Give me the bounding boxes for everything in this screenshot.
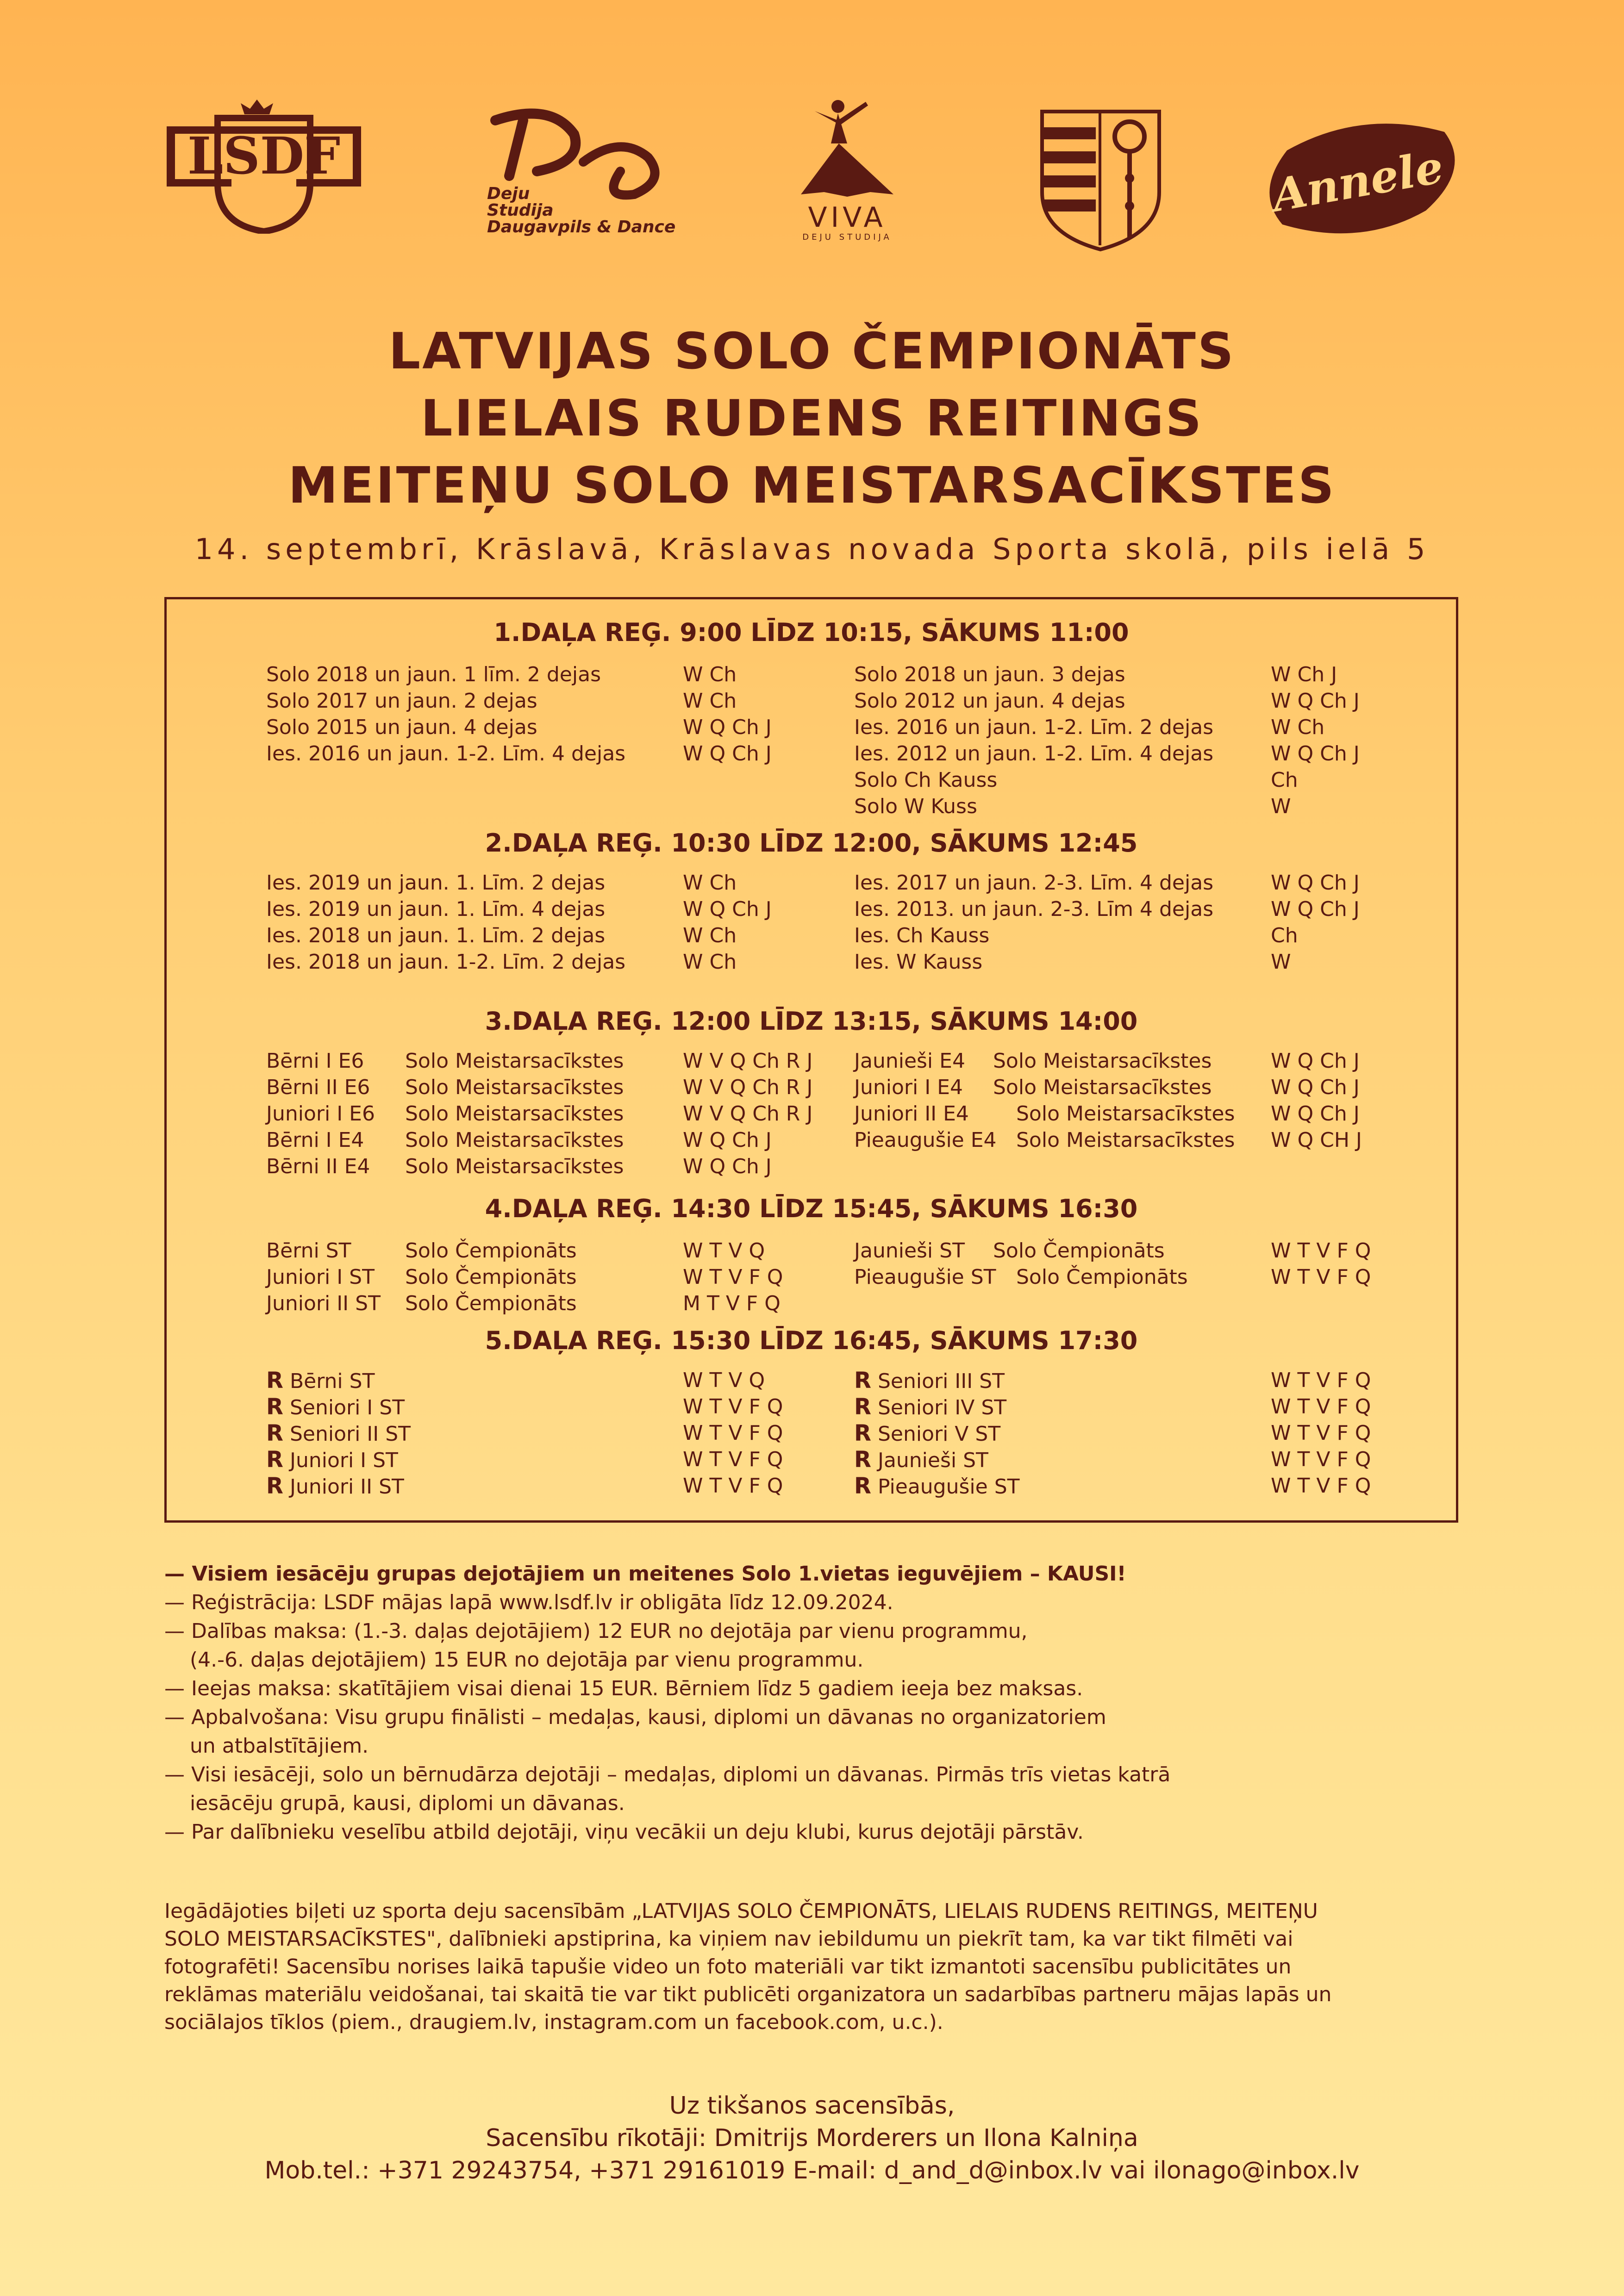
- dd-logo-line3: Daugavpils & Dance: [487, 218, 676, 236]
- event-name: [854, 1101, 969, 1127]
- dances: W Q Ch J: [683, 1155, 772, 1178]
- event-name: [266, 1420, 411, 1447]
- dances: W Q Ch J: [683, 897, 772, 921]
- rating-mark: R: [854, 1368, 871, 1394]
- event-name: [854, 1127, 997, 1153]
- event-label: Bērni I E6: [266, 1049, 364, 1073]
- rating-mark: R: [266, 1368, 283, 1394]
- event-name: [266, 1473, 404, 1500]
- event-name: [854, 1238, 965, 1264]
- event-type: Solo Meistarsacīkstes: [405, 1076, 624, 1099]
- note-registration: — Reģistrācija: LSDF mājas lapā www.lsdf.lv ir obligāta līdz 12.09.2024.: [164, 1591, 893, 1614]
- viva-logo-text: VIVA: [808, 201, 887, 234]
- dances: W T V F Q: [683, 1265, 783, 1289]
- dances: W Q Ch J: [1271, 897, 1360, 921]
- dances: M T V F Q: [683, 1292, 781, 1315]
- event-name: [854, 1473, 1020, 1500]
- event-label: Ies. 2019 un jaun. 1. Līm. 4 dejas: [266, 897, 606, 921]
- event-label: Juniori II ST: [289, 1475, 404, 1499]
- viva-logo: [787, 93, 907, 245]
- event-label: Jaunieši E4: [854, 1049, 965, 1073]
- event-name: [266, 688, 537, 714]
- dances: W T V F Q: [683, 1421, 783, 1445]
- dances: W Q Ch J: [1271, 1076, 1360, 1099]
- viva-logo-sub: DEJU STUDIJA: [802, 232, 892, 242]
- dd-studio-logo: [481, 106, 704, 236]
- annele-logo: [1259, 113, 1463, 241]
- event-type: Solo Čempionāts: [405, 1239, 577, 1263]
- event-label: Solo W Kuss: [854, 795, 977, 818]
- event-name: [854, 1368, 1005, 1394]
- note-beginners-2: iesācēju grupā, kausi, diplomi un dāvanas.: [190, 1792, 625, 1815]
- event-name: [854, 896, 1213, 922]
- event-type: Solo Čempionāts: [405, 1265, 577, 1289]
- note-trophies: — Visiem iesācēju grupas dejotājiem un meitenes Solo 1.vietas ieguvējiem – KAUSI!: [164, 1562, 1126, 1586]
- dances: W Ch J: [1271, 663, 1337, 686]
- dances: W Q Ch J: [1271, 871, 1360, 895]
- event-label: Seniori IV ST: [877, 1396, 1007, 1419]
- event-name: [266, 1394, 405, 1421]
- event-name: [854, 1075, 963, 1101]
- event-name: [266, 923, 605, 949]
- dances: W T V F Q: [1271, 1421, 1371, 1445]
- event-name: [266, 1101, 375, 1127]
- dances: W Ch: [683, 689, 737, 713]
- venue-date: 14. septembrī, Krāslavā, Krāslavas novada Sporta skolā, pils ielā 5: [194, 532, 1430, 566]
- dances: W Q Ch J: [1271, 689, 1360, 713]
- event-label: Ies. 2012 un jaun. 1-2. Līm. 4 dejas: [854, 742, 1214, 765]
- event-name: [854, 715, 1213, 740]
- event-name: [854, 662, 1125, 688]
- dances: W Q Ch J: [683, 742, 772, 765]
- annele-logo-text: Annele: [1268, 140, 1447, 222]
- event-label: Bērni I E4: [266, 1128, 364, 1152]
- dances: W V Q Ch R J: [683, 1102, 813, 1126]
- title-line-3: MEITEŅU SOLO MEISTARSACĪKSTES: [288, 457, 1336, 515]
- dances: W T V F Q: [1271, 1369, 1371, 1392]
- closing-greeting: Uz tikšanos sacensībās,: [669, 2092, 955, 2120]
- dd-logo-line2: Studija: [487, 201, 554, 220]
- note-fee-1: — Dalības maksa: (1.-3. daļas dejotājiem) 12 EUR no dejotāja par vienu programmu,: [164, 1619, 1028, 1643]
- event-label: Ies. W Kauss: [854, 950, 983, 974]
- event-name: [266, 1238, 351, 1264]
- dances: W Ch: [683, 663, 737, 686]
- rating-mark: R: [266, 1420, 283, 1446]
- event-name: [266, 949, 625, 975]
- event-label: Solo Ch Kauss: [854, 768, 998, 792]
- dances: W Ch: [683, 871, 737, 895]
- event-label: Bērni II E4: [266, 1155, 370, 1178]
- dances: W T V F Q: [683, 1448, 783, 1471]
- event-label: Jaunieši ST: [877, 1449, 988, 1472]
- event-name: [854, 794, 977, 820]
- dances: W T V F Q: [1271, 1474, 1371, 1498]
- dances: W Ch: [683, 950, 737, 974]
- event-name: [266, 896, 605, 922]
- event-name: [266, 662, 601, 688]
- rating-mark: R: [854, 1473, 871, 1499]
- event-label: Juniori I ST: [266, 1265, 375, 1289]
- dances: Ch: [1271, 924, 1298, 947]
- dances: W V Q Ch R J: [683, 1076, 813, 1099]
- dances: W Q CH J: [1271, 1128, 1362, 1152]
- dances: W Q Ch J: [1271, 1102, 1360, 1126]
- section-heading: 3.DAĻA REĢ. 12:00 LĪDZ 13:15, SĀKUMS 14:00: [485, 1007, 1138, 1036]
- event-name: [266, 1154, 370, 1180]
- event-label: Ies. 2018 un jaun. 1. Līm. 2 dejas: [266, 924, 606, 947]
- event-name: [266, 1048, 364, 1074]
- event-label: Juniori II E4: [854, 1102, 969, 1126]
- event-type: Solo Meistarsacīkstes: [405, 1155, 624, 1178]
- event-label: Juniori I E4: [854, 1076, 963, 1099]
- event-name: [854, 1264, 996, 1290]
- event-label: Ies. 2016 un jaun. 1-2. Līm. 4 dejas: [266, 742, 626, 765]
- dances: W T V F Q: [683, 1474, 783, 1498]
- event-name: [854, 741, 1213, 767]
- consent-line: Iegādājoties biļeti uz sporta deju sacensībām „LATVIJAS SOLO ČEMPIONĀTS, LIELAIS RUDENS REITINGS, MEITEŅU: [164, 1899, 1318, 1923]
- event-label: Bērni ST: [289, 1369, 375, 1393]
- dances: W T V F Q: [683, 1395, 783, 1419]
- event-name: [854, 870, 1213, 896]
- event-name: [266, 1127, 364, 1153]
- dances: W: [1271, 795, 1291, 818]
- event-label: Solo 2012 un jaun. 4 dejas: [854, 689, 1125, 713]
- rating-mark: R: [266, 1447, 283, 1473]
- dd-logo-line1: Deju: [487, 184, 530, 203]
- dances: W T V F Q: [1271, 1395, 1371, 1419]
- kraslava-coat-of-arms: [1039, 109, 1162, 252]
- rating-mark: R: [854, 1394, 871, 1420]
- event-label: Pieaugušie E4: [854, 1128, 997, 1152]
- lsdf-logo: [162, 90, 366, 234]
- event-label: Seniori V ST: [877, 1422, 1001, 1446]
- dances: W Ch: [1271, 716, 1325, 739]
- event-name: [854, 923, 989, 949]
- rating-mark: R: [266, 1473, 283, 1499]
- event-label: Ies. Ch Kauss: [854, 924, 990, 947]
- event-label: Pieaugušie ST: [877, 1475, 1020, 1499]
- event-name: [854, 1048, 965, 1074]
- event-label: Jaunieši ST: [854, 1239, 965, 1263]
- event-name: [854, 767, 997, 793]
- section-heading: 2.DAĻA REĢ. 10:30 LĪDZ 12:00, SĀKUMS 12:45: [485, 828, 1138, 858]
- note-fee-2: (4.-6. daļas dejotājiem) 15 EUR no dejotāja par vienu programmu.: [190, 1648, 864, 1672]
- event-label: Juniori I ST: [289, 1449, 398, 1472]
- note-beginners-1: — Visi iesācēji, solo un bērnudārza dejotāji – medaļas, diplomi un dāvanas. Pirmās trīs vietas katrā: [164, 1763, 1171, 1786]
- event-label: Seniori II ST: [289, 1422, 411, 1446]
- dances: W T V F Q: [1271, 1239, 1371, 1263]
- event-label: Solo 2017 un jaun. 2 dejas: [266, 689, 537, 713]
- event-label: Ies. 2013. un jaun. 2-3. Līm 4 dejas: [854, 897, 1214, 921]
- dances: Ch: [1271, 768, 1298, 792]
- dances: W V Q Ch R J: [683, 1049, 813, 1073]
- event-type: Solo Meistarsacīkstes: [1016, 1102, 1235, 1126]
- event-type: Solo Meistarsacīkstes: [405, 1128, 624, 1152]
- event-label: Pieaugušie ST: [854, 1265, 996, 1289]
- dances: W T V F Q: [1271, 1265, 1371, 1289]
- event-type: Solo Meistarsacīkstes: [405, 1102, 624, 1126]
- section-heading: 1.DAĻA REĢ. 9:00 LĪDZ 10:15, SĀKUMS 11:00: [493, 618, 1129, 647]
- event-name: [266, 870, 605, 896]
- consent-paragraph: [164, 1898, 1461, 2036]
- event-type: Solo Meistarsacīkstes: [993, 1049, 1212, 1073]
- event-label: Ies. 2016 un jaun. 1-2. Līm. 2 dejas: [854, 716, 1214, 739]
- event-label: Juniori I E6: [266, 1102, 375, 1126]
- note-awards-2: un atbalstītājiem.: [190, 1734, 369, 1758]
- event-name: [854, 1420, 1000, 1447]
- title-line-1: LATVIJAS SOLO ČEMPIONĀTS: [388, 323, 1236, 380]
- note-health: — Par dalībnieku veselību atbild dejotāji, viņu vecākii un deju klubi, kurus dejotāji pārstāv.: [164, 1820, 1084, 1844]
- event-name: [854, 1394, 1006, 1421]
- event-label: Bērni II E6: [266, 1076, 370, 1099]
- notes: [164, 1560, 1461, 1847]
- dances: W T V F Q: [1271, 1448, 1371, 1471]
- note-entry: — Ieejas maksa: skatītājiem visai dienai 15 EUR. Bērniem līdz 5 gadiem ieeja bez maksas.: [164, 1677, 1083, 1700]
- lsdf-logo-text: LSDF: [187, 126, 341, 186]
- event-name: [266, 1447, 398, 1474]
- event-name: [266, 1291, 381, 1317]
- event-label: Solo 2018 un jaun. 1 līm. 2 dejas: [266, 663, 601, 686]
- dances: W: [1271, 950, 1291, 974]
- event-name: [854, 1447, 988, 1474]
- dances: W Q Ch J: [1271, 742, 1360, 765]
- consent-line: SOLO MEISTARSACĪKSTES", dalībnieki apstiprina, ka viņiem nav iebildumu un piekrīt tam, ka var tikt filmēti vai: [164, 1927, 1293, 1951]
- rating-mark: R: [854, 1447, 871, 1473]
- closing-contacts: Mob.tel.: +371 29243754, +371 29161019 E-mail: d_and_d@inbox.lv vai ilonago@inbox.lv: [264, 2157, 1360, 2184]
- consent-line: fotografēti! Sacensību norises laikā tapušie video un foto materiāli var tikt izmantoti sacensību publicitātes un: [164, 1955, 1292, 1979]
- event-name: [266, 715, 537, 740]
- event-type: Solo Čempionāts: [405, 1292, 577, 1315]
- event-type: Solo Meistarsacīkstes: [405, 1049, 624, 1073]
- event-label: Solo 2018 un jaun. 3 dejas: [854, 663, 1125, 686]
- section-heading: 5.DAĻA REĢ. 15:30 LĪDZ 16:45, SĀKUMS 17:30: [485, 1326, 1138, 1355]
- event-type: Solo Čempionāts: [993, 1239, 1165, 1263]
- event-name: [266, 1075, 370, 1101]
- event-label: Ies. 2017 un jaun. 2-3. Līm. 4 dejas: [854, 871, 1214, 895]
- dances: W Q Ch J: [1271, 1049, 1360, 1073]
- event-label: Solo 2015 un jaun. 4 dejas: [266, 716, 537, 739]
- event-label: Bērni ST: [266, 1239, 351, 1263]
- event-label: Seniori III ST: [877, 1369, 1005, 1393]
- event-label: Ies. 2018 un jaun. 1-2. Līm. 2 dejas: [266, 950, 626, 974]
- dances: W Q Ch J: [683, 716, 772, 739]
- event-label: Seniori I ST: [289, 1396, 405, 1419]
- dances: W T V Q: [683, 1369, 765, 1392]
- note-awards-1: — Apbalvošana: Visu grupu finālisti – medaļas, kausi, diplomi un dāvanas no organizatoriem: [164, 1705, 1106, 1729]
- event-label: Juniori II ST: [266, 1292, 381, 1315]
- consent-line: sociālajos tīklos (piem., draugiem.lv, instagram.com un facebook.com, u.c.).: [164, 2010, 943, 2034]
- event-type: Solo Meistarsacīkstes: [1016, 1128, 1235, 1152]
- section-heading: 4.DAĻA REĢ. 14:30 LĪDZ 15:45, SĀKUMS 16:30: [485, 1194, 1138, 1223]
- event-name: [266, 1264, 375, 1290]
- rating-mark: R: [854, 1420, 871, 1446]
- event-name: [266, 741, 625, 767]
- dances: W Ch: [683, 924, 737, 947]
- event-type: Solo Čempionāts: [1016, 1265, 1188, 1289]
- event-label: Ies. 2019 un jaun. 1. Līm. 2 dejas: [266, 871, 606, 895]
- dances: W T V Q: [683, 1239, 765, 1263]
- consent-line: reklāmas materiālu veidošanai, tai skaitā tie var tikt publicēti organizatora un sadarbības partneru mājas lapās un: [164, 1983, 1332, 2006]
- closing-organizers: Sacensību rīkotāji: Dmitrijs Morderers un Ilona Kalniņa: [486, 2124, 1138, 2152]
- title-line-2: LIELAIS RUDENS REITINGS: [420, 390, 1204, 448]
- event-name: [854, 949, 982, 975]
- event-type: Solo Meistarsacīkstes: [993, 1076, 1212, 1099]
- dances: W Q Ch J: [683, 1128, 772, 1152]
- rating-mark: R: [266, 1394, 283, 1420]
- event-name: [266, 1368, 375, 1394]
- event-name: [854, 688, 1125, 714]
